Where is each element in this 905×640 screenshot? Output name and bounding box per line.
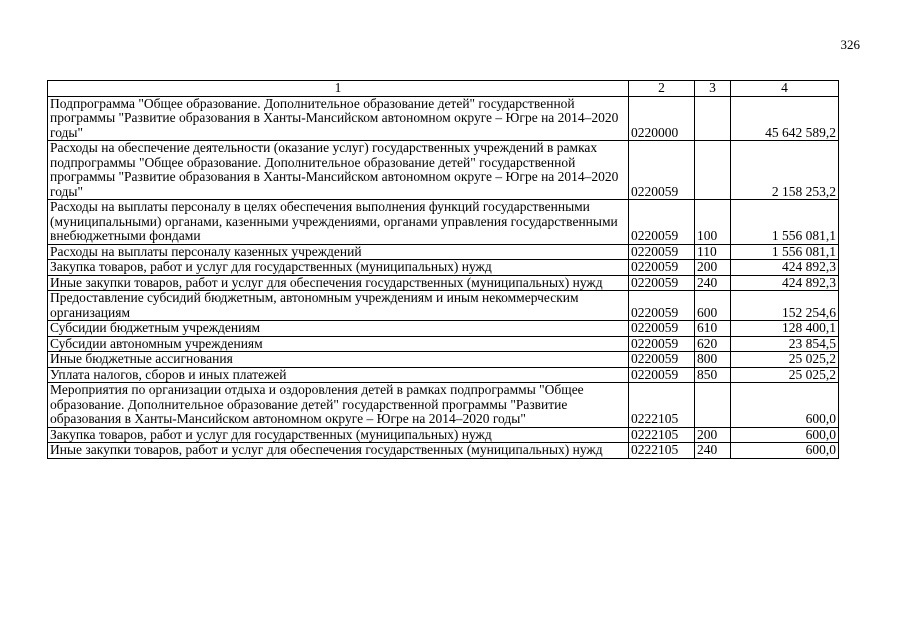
table-row [48, 367, 839, 383]
row-name-cell: Мероприятия по организации отдыха и оздоровления детей в рамках подпрограммы "Общее образование. Дополнительное образование детей" государственной программы "Развитие образования в Ханты-Мансийском автономном округе – Югре на 2014–2020 годы" [48, 383, 629, 428]
table-row [48, 443, 839, 459]
row-amount-cell: 25 025,2 [731, 352, 839, 368]
row-amount-cell: 1 556 081,1 [731, 200, 839, 245]
row-code-cell: 0220059 [629, 352, 695, 368]
row-code-cell: 0222105 [629, 443, 695, 459]
row-name-cell: Иные бюджетные ассигнования [48, 352, 629, 368]
row-amount-cell: 424 892,3 [731, 260, 839, 276]
row-amount-cell: 600,0 [731, 427, 839, 443]
row-amount-cell: 600,0 [731, 383, 839, 428]
header-col-1: 1 [48, 81, 629, 97]
table-row [48, 200, 839, 245]
row-name-cell: Предоставление субсидий бюджетным, автономным учреждениям и иным некоммерческим организациям [48, 291, 629, 321]
row-type-cell [695, 141, 731, 200]
page-number: 326 [840, 37, 860, 52]
table-row [48, 244, 839, 260]
row-code-cell: 0220059 [629, 336, 695, 352]
row-name-cell: Подпрограмма "Общее образование. Дополнительное образование детей" государственной программы "Развитие образования в Ханты-Мансийском автономном округе – Югре на 2014–2020 годы" [48, 96, 629, 141]
row-amount-cell: 2 158 253,2 [731, 141, 839, 200]
header-col-4: 4 [731, 81, 839, 97]
table-row [48, 260, 839, 276]
table-row [48, 352, 839, 368]
table-row [48, 291, 839, 321]
row-code-cell: 0220059 [629, 321, 695, 337]
row-amount-cell: 128 400,1 [731, 321, 839, 337]
row-amount-cell: 600,0 [731, 443, 839, 459]
row-name-cell: Закупка товаров, работ и услуг для государственных (муниципальных) нужд [48, 427, 629, 443]
table-row [48, 427, 839, 443]
table-row [48, 275, 839, 291]
row-amount-cell: 152 254,6 [731, 291, 839, 321]
row-type-cell: 240 [695, 275, 731, 291]
table-row [48, 336, 839, 352]
budget-table [47, 80, 839, 459]
row-code-cell: 0222105 [629, 427, 695, 443]
row-name-cell: Субсидии бюджетным учреждениям [48, 321, 629, 337]
row-name-cell: Закупка товаров, работ и услуг для государственных (муниципальных) нужд [48, 260, 629, 276]
header-row [48, 81, 839, 97]
header-col-2: 2 [629, 81, 695, 97]
row-code-cell: 0220059 [629, 367, 695, 383]
row-code-cell: 0220059 [629, 275, 695, 291]
row-name-cell: Расходы на выплаты персоналу в целях обеспечения выполнения функций государственными (муниципальными) органами, казенными учреждениями, органами управления государственными внебюджетными фондами [48, 200, 629, 245]
row-type-cell: 610 [695, 321, 731, 337]
row-code-cell: 0220059 [629, 141, 695, 200]
row-amount-cell: 1 556 081,1 [731, 244, 839, 260]
row-type-cell: 800 [695, 352, 731, 368]
row-code-cell: 0220059 [629, 260, 695, 276]
row-type-cell: 850 [695, 367, 731, 383]
row-type-cell: 100 [695, 200, 731, 245]
table-row [48, 321, 839, 337]
row-name-cell: Иные закупки товаров, работ и услуг для обеспечения государственных (муниципальных) нужд [48, 443, 629, 459]
table-header [48, 81, 839, 97]
row-type-cell: 200 [695, 260, 731, 276]
row-type-cell: 110 [695, 244, 731, 260]
row-amount-cell: 25 025,2 [731, 367, 839, 383]
row-type-cell [695, 96, 731, 141]
row-type-cell: 600 [695, 291, 731, 321]
row-type-cell: 200 [695, 427, 731, 443]
row-code-cell: 0222105 [629, 383, 695, 428]
row-code-cell: 0220059 [629, 244, 695, 260]
row-name-cell: Уплата налогов, сборов и иных платежей [48, 367, 629, 383]
row-name-cell: Иные закупки товаров, работ и услуг для обеспечения государственных (муниципальных) нужд [48, 275, 629, 291]
row-type-cell [695, 383, 731, 428]
row-type-cell: 240 [695, 443, 731, 459]
row-amount-cell: 23 854,5 [731, 336, 839, 352]
row-amount-cell: 45 642 589,2 [731, 96, 839, 141]
header-col-3: 3 [695, 81, 731, 97]
row-code-cell: 0220000 [629, 96, 695, 141]
table-row [48, 141, 839, 200]
table-body [48, 96, 839, 458]
table-row [48, 96, 839, 141]
row-amount-cell: 424 892,3 [731, 275, 839, 291]
row-type-cell: 620 [695, 336, 731, 352]
row-code-cell: 0220059 [629, 200, 695, 245]
row-name-cell: Субсидии автономным учреждениям [48, 336, 629, 352]
row-code-cell: 0220059 [629, 291, 695, 321]
row-name-cell: Расходы на обеспечение деятельности (оказание услуг) государственных учреждений в рамках подпрограммы "Общее образование. Дополнительное образование детей" государственной программы "Развитие образования в Ханты-Мансийском автономном округе – Югре на 2014–2020 годы" [48, 141, 629, 200]
table-row [48, 383, 839, 428]
row-name-cell: Расходы на выплаты персоналу казенных учреждений [48, 244, 629, 260]
